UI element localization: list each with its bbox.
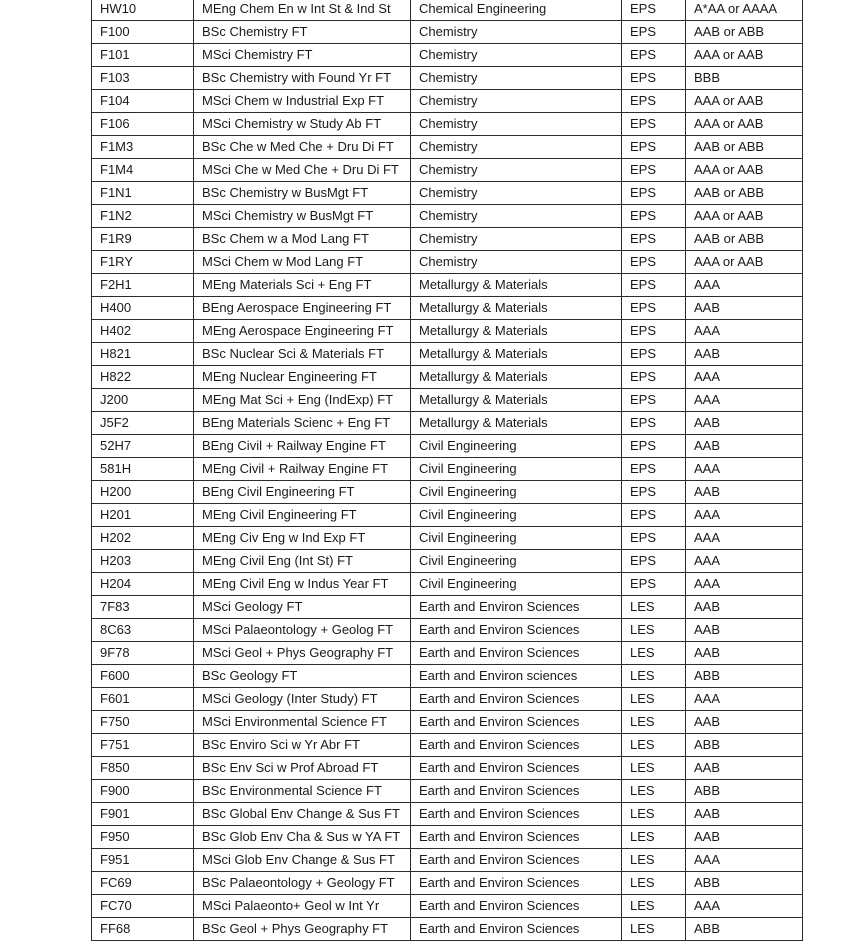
course-code-cell: F750 <box>92 711 194 734</box>
table-row <box>92 251 803 274</box>
course-code-cell: F600 <box>92 665 194 688</box>
offer-cell: AAA <box>686 550 803 573</box>
offer-cell: AAB or ABB <box>686 136 803 159</box>
table-row <box>92 136 803 159</box>
table-row <box>92 0 803 21</box>
school-cell: EPS <box>622 527 686 550</box>
department-cell: Earth and Environ Sciences <box>411 872 622 895</box>
table-row <box>92 228 803 251</box>
school-cell: EPS <box>622 21 686 44</box>
course-title-cell: MSci Geology FT <box>194 596 411 619</box>
department-cell: Metallurgy & Materials <box>411 343 622 366</box>
course-title-cell: MEng Materials Sci + Eng FT <box>194 274 411 297</box>
table-row <box>92 458 803 481</box>
school-cell: EPS <box>622 458 686 481</box>
course-title-cell: MEng Nuclear Engineering FT <box>194 366 411 389</box>
table-body <box>92 0 803 941</box>
department-cell: Earth and Environ Sciences <box>411 826 622 849</box>
school-cell: LES <box>622 826 686 849</box>
department-cell: Chemistry <box>411 182 622 205</box>
school-cell: LES <box>622 619 686 642</box>
department-cell: Chemistry <box>411 44 622 67</box>
school-cell: EPS <box>622 481 686 504</box>
course-code-cell: F601 <box>92 688 194 711</box>
course-title-cell: MSci Environmental Science FT <box>194 711 411 734</box>
course-title-cell: BSc Glob Env Cha & Sus w YA FT <box>194 826 411 849</box>
course-code-cell: F1R9 <box>92 228 194 251</box>
course-title-cell: MEng Mat Sci + Eng (IndExp) FT <box>194 389 411 412</box>
course-title-cell: MSci Palaeontology + Geolog FT <box>194 619 411 642</box>
department-cell: Chemistry <box>411 205 622 228</box>
offer-cell: AAB or ABB <box>686 228 803 251</box>
offer-cell: AAB <box>686 435 803 458</box>
department-cell: Earth and Environ Sciences <box>411 849 622 872</box>
department-cell: Earth and Environ Sciences <box>411 642 622 665</box>
course-code-cell: HW10 <box>92 0 194 21</box>
offer-cell: ABB <box>686 872 803 895</box>
table-row <box>92 826 803 849</box>
offer-cell: AAA or AAB <box>686 90 803 113</box>
offer-cell: AAB <box>686 711 803 734</box>
school-cell: EPS <box>622 159 686 182</box>
school-cell: LES <box>622 895 686 918</box>
table-row <box>92 412 803 435</box>
course-code-cell: F104 <box>92 90 194 113</box>
school-cell: EPS <box>622 504 686 527</box>
course-title-cell: BSc Nuclear Sci & Materials FT <box>194 343 411 366</box>
table-row <box>92 504 803 527</box>
table-row <box>92 320 803 343</box>
school-cell: LES <box>622 642 686 665</box>
school-cell: EPS <box>622 573 686 596</box>
course-code-cell: FC70 <box>92 895 194 918</box>
table-row <box>92 918 803 941</box>
table-row <box>92 573 803 596</box>
offer-cell: AAA or AAB <box>686 205 803 228</box>
course-title-cell: BSc Env Sci w Prof Abroad FT <box>194 757 411 780</box>
course-code-cell: H204 <box>92 573 194 596</box>
school-cell: EPS <box>622 67 686 90</box>
course-code-cell: F950 <box>92 826 194 849</box>
table-row <box>92 711 803 734</box>
offer-cell: AAA <box>686 320 803 343</box>
department-cell: Chemistry <box>411 159 622 182</box>
school-cell: LES <box>622 665 686 688</box>
course-title-cell: MEng Chem En w Int St & Ind St <box>194 0 411 21</box>
table-row <box>92 895 803 918</box>
course-code-cell: F850 <box>92 757 194 780</box>
course-title-cell: MSci Geology (Inter Study) FT <box>194 688 411 711</box>
table-row <box>92 366 803 389</box>
offer-cell: AAA <box>686 389 803 412</box>
offer-cell: AAA <box>686 527 803 550</box>
course-title-cell: BEng Aerospace Engineering FT <box>194 297 411 320</box>
offer-cell: BBB <box>686 67 803 90</box>
course-code-cell: F900 <box>92 780 194 803</box>
table-row <box>92 343 803 366</box>
course-code-cell: F101 <box>92 44 194 67</box>
offer-cell: A*AA or AAAA <box>686 0 803 21</box>
table-row <box>92 872 803 895</box>
course-code-cell: H202 <box>92 527 194 550</box>
school-cell: LES <box>622 918 686 941</box>
school-cell: EPS <box>622 297 686 320</box>
department-cell: Civil Engineering <box>411 458 622 481</box>
course-title-cell: BEng Materials Scienc + Eng FT <box>194 412 411 435</box>
offer-cell: AAB <box>686 826 803 849</box>
course-code-cell: F1M4 <box>92 159 194 182</box>
table-row <box>92 44 803 67</box>
course-title-cell: BSc Palaeontology + Geology FT <box>194 872 411 895</box>
offer-cell: AAB <box>686 481 803 504</box>
offer-cell: ABB <box>686 734 803 757</box>
school-cell: LES <box>622 757 686 780</box>
department-cell: Civil Engineering <box>411 527 622 550</box>
school-cell: LES <box>622 803 686 826</box>
course-title-cell: MSci Geol + Phys Geography FT <box>194 642 411 665</box>
department-cell: Earth and Environ sciences <box>411 665 622 688</box>
department-cell: Chemistry <box>411 21 622 44</box>
course-title-cell: BEng Civil Engineering FT <box>194 481 411 504</box>
department-cell: Earth and Environ Sciences <box>411 734 622 757</box>
table-row <box>92 205 803 228</box>
table-row <box>92 550 803 573</box>
school-cell: LES <box>622 734 686 757</box>
school-cell: EPS <box>622 274 686 297</box>
table-row <box>92 90 803 113</box>
offer-cell: AAA <box>686 274 803 297</box>
table-row <box>92 688 803 711</box>
school-cell: EPS <box>622 90 686 113</box>
table-row <box>92 642 803 665</box>
table-row <box>92 481 803 504</box>
course-code-cell: F901 <box>92 803 194 826</box>
department-cell: Chemistry <box>411 67 622 90</box>
course-code-cell: F1RY <box>92 251 194 274</box>
school-cell: EPS <box>622 182 686 205</box>
course-code-cell: F1N2 <box>92 205 194 228</box>
department-cell: Earth and Environ Sciences <box>411 895 622 918</box>
course-title-cell: BSc Global Env Change & Sus FT <box>194 803 411 826</box>
table-row <box>92 274 803 297</box>
course-code-cell: FC69 <box>92 872 194 895</box>
school-cell: LES <box>622 596 686 619</box>
school-cell: EPS <box>622 0 686 21</box>
department-cell: Civil Engineering <box>411 481 622 504</box>
department-cell: Metallurgy & Materials <box>411 389 622 412</box>
table-row <box>92 527 803 550</box>
department-cell: Chemistry <box>411 113 622 136</box>
course-title-cell: MSci Chem w Mod Lang FT <box>194 251 411 274</box>
table-row <box>92 849 803 872</box>
department-cell: Civil Engineering <box>411 573 622 596</box>
course-code-cell: J5F2 <box>92 412 194 435</box>
course-code-cell: F751 <box>92 734 194 757</box>
course-title-cell: BSc Environmental Science FT <box>194 780 411 803</box>
table-row <box>92 435 803 458</box>
offer-cell: AAB <box>686 619 803 642</box>
course-code-cell: H821 <box>92 343 194 366</box>
offer-cell: AAA <box>686 366 803 389</box>
school-cell: EPS <box>622 320 686 343</box>
offer-cell: AAA <box>686 458 803 481</box>
table-row <box>92 159 803 182</box>
course-title-cell: MEng Civil Eng (Int St) FT <box>194 550 411 573</box>
course-title-cell: MSci Chem w Industrial Exp FT <box>194 90 411 113</box>
offer-cell: AAA <box>686 573 803 596</box>
offer-cell: AAA or AAB <box>686 159 803 182</box>
table-row <box>92 619 803 642</box>
offer-cell: AAB <box>686 757 803 780</box>
department-cell: Metallurgy & Materials <box>411 274 622 297</box>
offer-cell: AAA or AAB <box>686 251 803 274</box>
table-row <box>92 21 803 44</box>
school-cell: EPS <box>622 366 686 389</box>
department-cell: Earth and Environ Sciences <box>411 780 622 803</box>
course-title-cell: BSc Geol + Phys Geography FT <box>194 918 411 941</box>
course-title-cell: BSc Chemistry with Found Yr FT <box>194 67 411 90</box>
table-row <box>92 67 803 90</box>
course-title-cell: BSc Geology FT <box>194 665 411 688</box>
school-cell: EPS <box>622 435 686 458</box>
offer-cell: AAB <box>686 343 803 366</box>
department-cell: Earth and Environ Sciences <box>411 803 622 826</box>
school-cell: EPS <box>622 389 686 412</box>
course-title-cell: BSc Che w Med Che + Dru Di FT <box>194 136 411 159</box>
course-title-cell: MSci Chemistry w BusMgt FT <box>194 205 411 228</box>
course-title-cell: BSc Enviro Sci w Yr Abr FT <box>194 734 411 757</box>
offer-cell: AAA or AAB <box>686 44 803 67</box>
table-row <box>92 780 803 803</box>
school-cell: LES <box>622 872 686 895</box>
course-title-cell: BSc Chemistry FT <box>194 21 411 44</box>
school-cell: LES <box>622 849 686 872</box>
department-cell: Metallurgy & Materials <box>411 320 622 343</box>
department-cell: Earth and Environ Sciences <box>411 757 622 780</box>
offer-cell: AAB <box>686 412 803 435</box>
school-cell: EPS <box>622 251 686 274</box>
course-code-cell: J200 <box>92 389 194 412</box>
course-code-cell: F1N1 <box>92 182 194 205</box>
offer-cell: AAA or AAB <box>686 113 803 136</box>
table-row <box>92 757 803 780</box>
course-title-cell: MSci Glob Env Change & Sus FT <box>194 849 411 872</box>
department-cell: Earth and Environ Sciences <box>411 596 622 619</box>
school-cell: EPS <box>622 343 686 366</box>
course-title-cell: MSci Chemistry w Study Ab FT <box>194 113 411 136</box>
offer-cell: ABB <box>686 665 803 688</box>
school-cell: EPS <box>622 44 686 67</box>
department-cell: Earth and Environ Sciences <box>411 711 622 734</box>
department-cell: Earth and Environ Sciences <box>411 688 622 711</box>
course-code-cell: H402 <box>92 320 194 343</box>
table-row <box>92 389 803 412</box>
course-title-cell: MSci Che w Med Che + Dru Di FT <box>194 159 411 182</box>
course-offer-table <box>91 0 803 941</box>
table-row <box>92 665 803 688</box>
department-cell: Metallurgy & Materials <box>411 412 622 435</box>
table-row <box>92 596 803 619</box>
course-code-cell: H200 <box>92 481 194 504</box>
school-cell: EPS <box>622 412 686 435</box>
department-cell: Civil Engineering <box>411 435 622 458</box>
course-code-cell: FF68 <box>92 918 194 941</box>
table-row <box>92 297 803 320</box>
course-code-cell: H201 <box>92 504 194 527</box>
school-cell: EPS <box>622 228 686 251</box>
offer-cell: ABB <box>686 780 803 803</box>
course-title-cell: MEng Civil + Railway Engine FT <box>194 458 411 481</box>
department-cell: Chemical Engineering <box>411 0 622 21</box>
school-cell: LES <box>622 780 686 803</box>
offer-cell: AAB or ABB <box>686 182 803 205</box>
table-row <box>92 182 803 205</box>
offer-cell: AAB <box>686 596 803 619</box>
course-code-cell: 7F83 <box>92 596 194 619</box>
offer-cell: ABB <box>686 918 803 941</box>
offer-cell: AAA <box>686 895 803 918</box>
course-title-cell: BSc Chem w a Mod Lang FT <box>194 228 411 251</box>
course-title-cell: MSci Chemistry FT <box>194 44 411 67</box>
department-cell: Chemistry <box>411 251 622 274</box>
course-code-cell: F951 <box>92 849 194 872</box>
school-cell: EPS <box>622 205 686 228</box>
course-code-cell: F1M3 <box>92 136 194 159</box>
offer-cell: AAB <box>686 297 803 320</box>
course-title-cell: MSci Palaeonto+ Geol w Int Yr <box>194 895 411 918</box>
course-code-cell: H400 <box>92 297 194 320</box>
school-cell: EPS <box>622 113 686 136</box>
school-cell: EPS <box>622 550 686 573</box>
school-cell: EPS <box>622 136 686 159</box>
course-code-cell: H203 <box>92 550 194 573</box>
course-code-cell: 52H7 <box>92 435 194 458</box>
department-cell: Civil Engineering <box>411 550 622 573</box>
department-cell: Earth and Environ Sciences <box>411 619 622 642</box>
course-code-cell: F2H1 <box>92 274 194 297</box>
course-code-cell: F100 <box>92 21 194 44</box>
offer-cell: AAB or ABB <box>686 21 803 44</box>
course-code-cell: F106 <box>92 113 194 136</box>
table-row <box>92 803 803 826</box>
table-row <box>92 734 803 757</box>
department-cell: Civil Engineering <box>411 504 622 527</box>
course-code-cell: 9F78 <box>92 642 194 665</box>
offer-cell: AAB <box>686 642 803 665</box>
course-title-cell: MEng Civ Eng w Ind Exp FT <box>194 527 411 550</box>
table-row <box>92 113 803 136</box>
offer-cell: AAB <box>686 803 803 826</box>
department-cell: Chemistry <box>411 90 622 113</box>
school-cell: LES <box>622 711 686 734</box>
department-cell: Chemistry <box>411 228 622 251</box>
department-cell: Metallurgy & Materials <box>411 366 622 389</box>
course-code-cell: F103 <box>92 67 194 90</box>
course-code-cell: H822 <box>92 366 194 389</box>
offer-cell: AAA <box>686 849 803 872</box>
offer-cell: AAA <box>686 504 803 527</box>
course-title-cell: MEng Civil Eng w Indus Year FT <box>194 573 411 596</box>
course-code-cell: 8C63 <box>92 619 194 642</box>
school-cell: LES <box>622 688 686 711</box>
course-title-cell: BSc Chemistry w BusMgt FT <box>194 182 411 205</box>
offer-cell: AAA <box>686 688 803 711</box>
course-code-cell: 581H <box>92 458 194 481</box>
course-title-cell: MEng Aerospace Engineering FT <box>194 320 411 343</box>
department-cell: Metallurgy & Materials <box>411 297 622 320</box>
course-title-cell: MEng Civil Engineering FT <box>194 504 411 527</box>
department-cell: Earth and Environ Sciences <box>411 918 622 941</box>
department-cell: Chemistry <box>411 136 622 159</box>
course-title-cell: BEng Civil + Railway Engine FT <box>194 435 411 458</box>
